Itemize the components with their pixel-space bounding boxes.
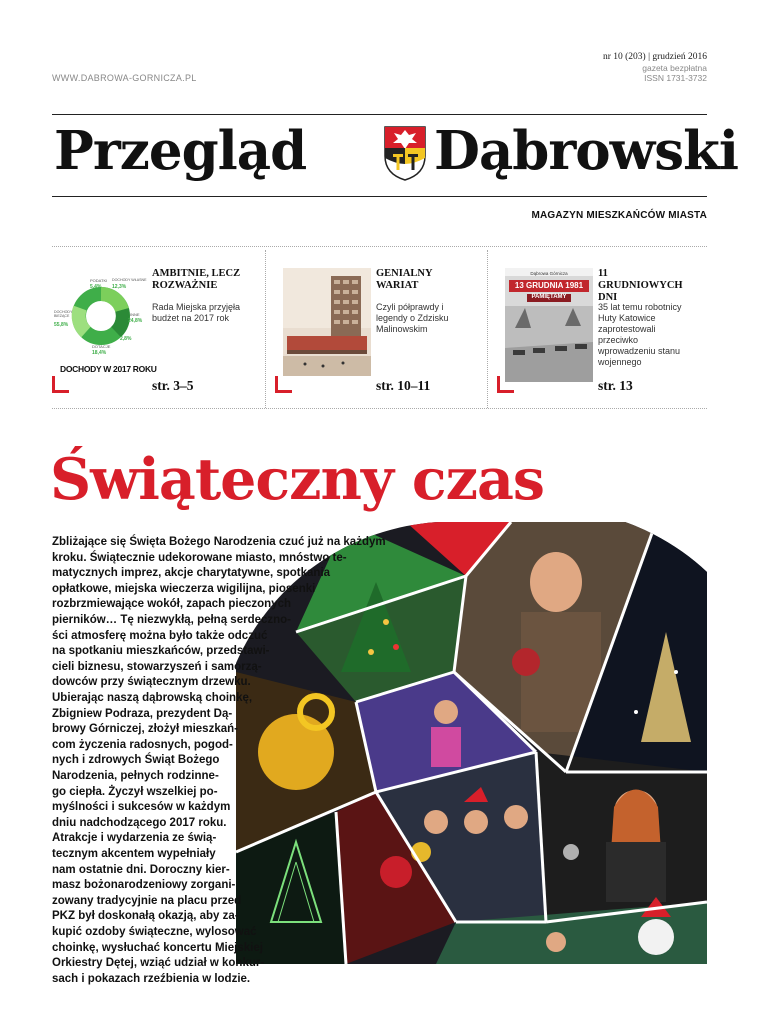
article-line: nam ostatnie dni. Doroczny kier- bbox=[52, 863, 230, 876]
article-line: com życzenia radosnych, pogod- bbox=[52, 738, 233, 751]
article-line: Orkiestry Dętej, wziąć udział w konkur- bbox=[52, 957, 265, 970]
corner-mark bbox=[497, 376, 514, 393]
chart-value-other: 2,8% bbox=[120, 336, 132, 342]
masthead-word-2: Dąbrowski bbox=[434, 120, 738, 182]
teaser-top-divider bbox=[52, 246, 707, 247]
issue-number: nr 10 (203) | grudzień 2016 bbox=[602, 52, 707, 62]
article-line: cieli biznesu, stowarzyszeń i samorzą- bbox=[52, 660, 262, 673]
masthead bbox=[52, 118, 738, 190]
masthead-word-1: Przegląd bbox=[54, 120, 307, 182]
article-line: ści atmosferę można było także odczuć bbox=[52, 629, 268, 642]
teaser-title[interactable]: AMBITNIE, LECZ ROZWAŻNIE bbox=[152, 268, 241, 291]
chart-value-dochody-biezace: 55,8% bbox=[54, 322, 69, 328]
teaser-title[interactable]: GENIALNY WARIAT bbox=[376, 268, 433, 291]
issue-info bbox=[603, 52, 707, 83]
chart-value-dotacje: 18,4% bbox=[92, 350, 107, 356]
article-line: opłatkowe, miejska wieczerza wigilijna, piosenki bbox=[52, 582, 316, 595]
article-line: na spotkaniu mieszkańców, przedstawi- bbox=[52, 645, 270, 658]
article-line: myślności i sukcesów w każdym bbox=[52, 801, 231, 814]
chart-value-inne: 24,8% bbox=[128, 318, 143, 324]
article-line: Zbliżające się Święta Bożego Narodzenia czuć już na każdym bbox=[52, 536, 386, 548]
tagline: MAGAZYN MIESZKAŃCÓW MIASTA bbox=[531, 210, 707, 221]
article-line: kroku. Świątecznie udekorowane miasto, mnóstwo te- bbox=[52, 551, 347, 564]
coat-of-arms-icon bbox=[382, 124, 428, 182]
website-url[interactable]: WWW.DABROWA-GORNICZA.PL bbox=[52, 73, 197, 83]
teaser-text: Czyli półprawdy i legendy o Zdzisku Malinowskim bbox=[376, 302, 449, 334]
chart-caption: DOCHODY W 2017 ROKU bbox=[60, 364, 157, 374]
article-line: masz bożonarodzeniowy zorgani- bbox=[52, 879, 236, 892]
teaser-bottom-divider bbox=[52, 408, 707, 409]
article-line: dniu nadchodzącego 2017 roku. bbox=[52, 816, 227, 829]
article-line: go ciepła. Życzył wszelkiej po- bbox=[52, 785, 218, 798]
chart-value-podatki: 5,4% bbox=[90, 284, 102, 290]
teaser-divider-2 bbox=[487, 250, 488, 408]
chart-value-dochody-wlasne: 12,3% bbox=[112, 284, 127, 290]
poster-banner: 13 GRUDNIA 1981 bbox=[514, 281, 584, 290]
budget-chart-labels bbox=[52, 268, 157, 378]
corner-mark bbox=[52, 376, 69, 393]
masthead-rule bbox=[52, 196, 707, 197]
teaser-page-link[interactable]: str. 13 bbox=[598, 378, 633, 393]
top-rule bbox=[52, 114, 707, 115]
article-line: Ubierając naszą dąbrowską choinkę, bbox=[52, 692, 253, 704]
chart-label-dochody-wlasne: DOCHODY WŁASNE bbox=[112, 278, 147, 282]
teaser-title[interactable]: 11 GRUDNIOWYCH DNI bbox=[598, 268, 683, 303]
article-line: kupić ozdoby świąteczne, wylosować bbox=[52, 926, 257, 938]
issn-label: ISSN 1731-3732 bbox=[644, 73, 707, 83]
teaser-budget[interactable] bbox=[52, 262, 262, 402]
article-line: nych i zdrowych Świąt Bożego bbox=[52, 754, 220, 767]
article-line: dowców przy świątecznym drzewku. bbox=[52, 676, 251, 689]
teaser-page-link[interactable]: str. 3–5 bbox=[152, 378, 194, 393]
teaser-text: Rada Miejska przyjęła budżet na 2017 rok bbox=[152, 302, 241, 323]
teaser-text: 35 lat temu robotnicy Huty Katowice zaprotestowali przeciwko wprowadzeniu stanu wojennego bbox=[598, 302, 682, 367]
article-line: zowany tradycyjnie na placu przed bbox=[52, 894, 242, 907]
teaser-malinowski[interactable] bbox=[275, 262, 485, 402]
article-line: browy Górniczej, złożył mieszkań- bbox=[52, 723, 238, 736]
teaser-page-link[interactable]: str. 10–11 bbox=[376, 378, 431, 393]
free-paper-label: gazeta bezpłatna bbox=[642, 63, 707, 73]
article-line: matycznych imprez, akcje charytatywne, spotkania bbox=[52, 567, 331, 580]
article-line: Narodzenia, pełnych rodzinne- bbox=[52, 770, 219, 782]
chart-label-podatki: PODATKI bbox=[90, 278, 108, 283]
article-line: choinkę, wysłuchać koncertu Miejskiej bbox=[52, 941, 263, 954]
teaser-divider-1 bbox=[265, 250, 266, 408]
article-line: tecznym akcentem wypełniały bbox=[52, 848, 216, 860]
corner-mark bbox=[275, 376, 292, 393]
chart-label-inne: INNE bbox=[130, 312, 140, 317]
main-headline: Świąteczny czas bbox=[50, 446, 544, 513]
poster-subbanner: PAMIĘTAMY bbox=[531, 294, 567, 300]
article-line: sach i pokazach rzeźbienia w lodzie. bbox=[52, 972, 251, 985]
teaser-martial-law[interactable] bbox=[497, 262, 707, 402]
poster-top-label: Dąbrowa Górnicza bbox=[530, 271, 568, 276]
building-photo bbox=[283, 268, 371, 376]
chart-label-dochody-biezace: DOCHODY BIEŻĄCE bbox=[54, 310, 73, 318]
article-line: Atrakcje i wydarzenia ze świą- bbox=[52, 832, 217, 845]
article-line: rozbrzmiewające wokół, zapach pieczonych bbox=[52, 598, 292, 611]
article-line: pierników… Tę niezwykłą, pełną serdeczno- bbox=[52, 614, 292, 626]
chart-label-dotacje: DOTACJE bbox=[92, 344, 111, 349]
article-line: Zbigniew Podraza, prezydent Dą- bbox=[52, 707, 233, 720]
article-line: PKZ był doskonałą okazją, aby za- bbox=[52, 910, 239, 923]
